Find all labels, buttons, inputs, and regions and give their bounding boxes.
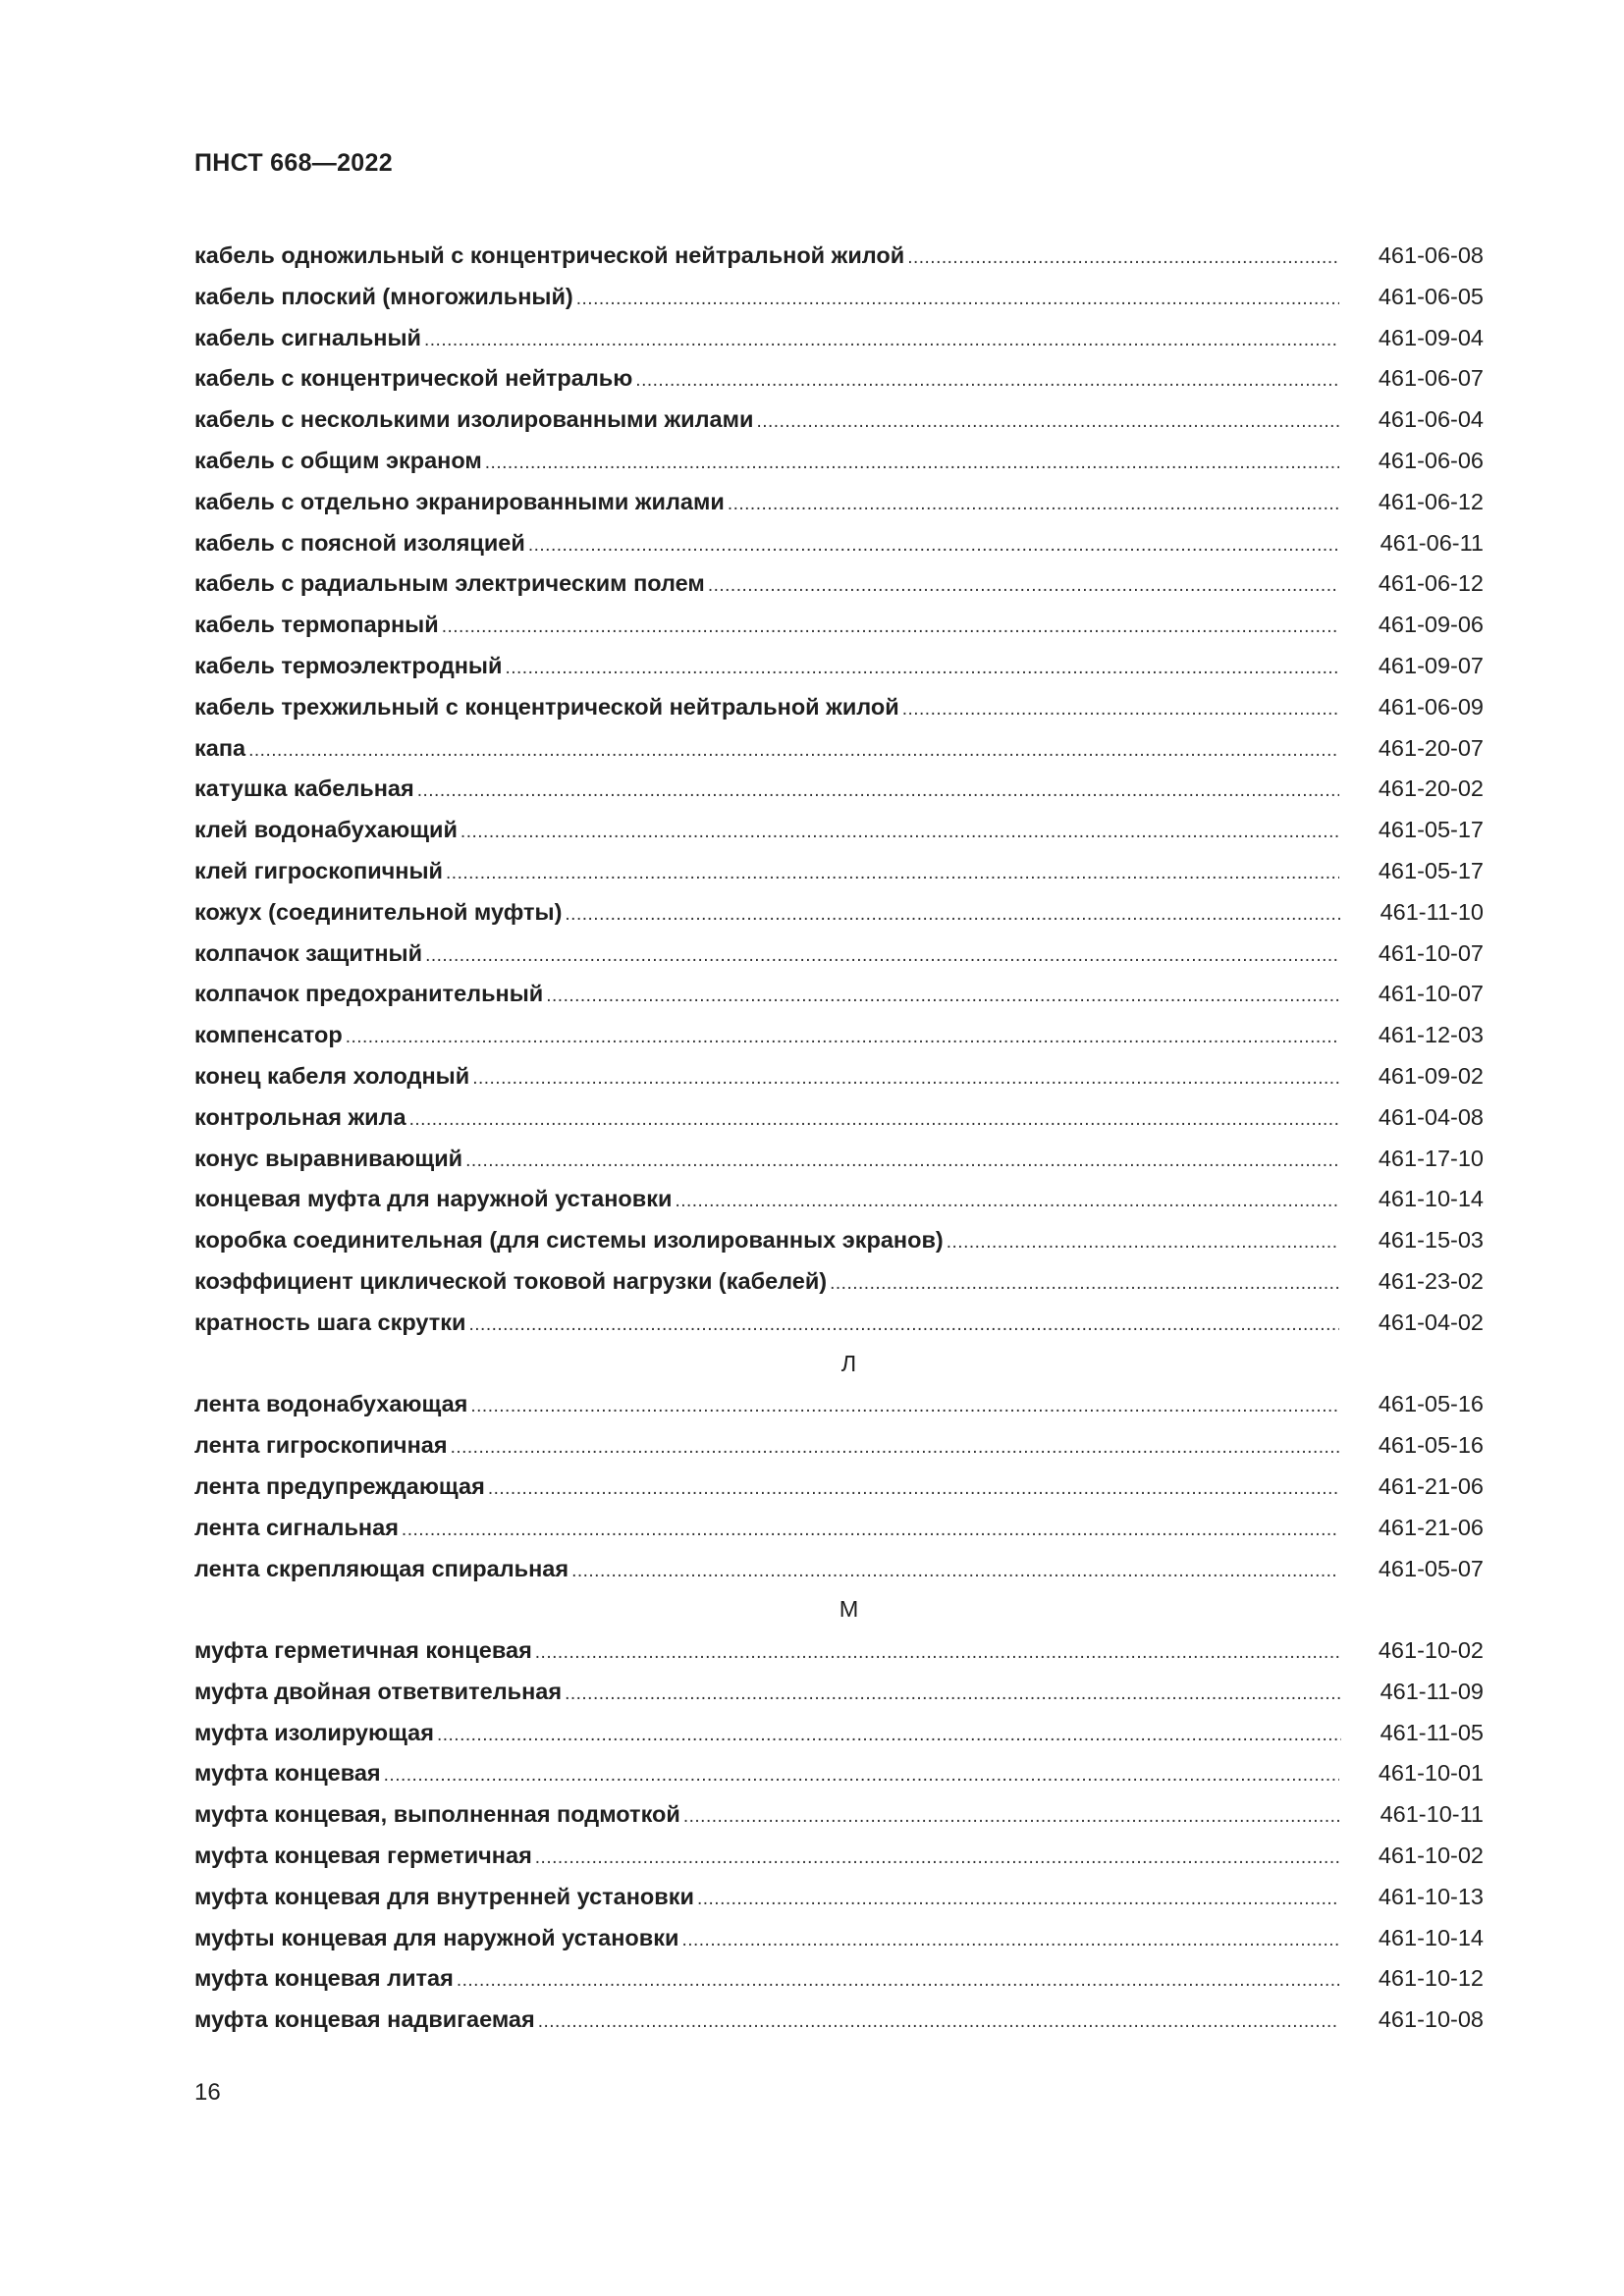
- term-code: 461-10-07: [1378, 939, 1484, 966]
- term-code: 461-12-03: [1378, 1022, 1484, 1048]
- term-code: 461-10-02: [1378, 1637, 1484, 1664]
- dot-leader: [675, 1181, 1338, 1222]
- index-term: кабель с концентрической нейтралью: [194, 365, 633, 392]
- term-code: 461-05-17: [1378, 817, 1484, 843]
- term-code: 461-06-09: [1378, 693, 1484, 720]
- dot-leader: [697, 1879, 1339, 1920]
- index-entry: [194, 1015, 1484, 1056]
- index-term: кабель одножильный с концентрической нейтральной жилой: [194, 242, 905, 268]
- index-entry: [194, 277, 1484, 318]
- index-term: конец кабеля холодный: [194, 1062, 470, 1089]
- index-entry: [194, 1467, 1484, 1508]
- dot-leader: [907, 238, 1339, 279]
- section-letter: Л: [840, 1350, 857, 1376]
- index-entry: [194, 1713, 1484, 1754]
- term-code: 461-15-03: [1378, 1227, 1484, 1254]
- index-entry: [194, 1672, 1484, 1713]
- index-entry: [194, 400, 1484, 441]
- dot-leader: [565, 894, 1340, 935]
- index-term: клей водонабухающий: [194, 817, 458, 843]
- alphabetical-term-index: [194, 236, 1484, 2041]
- index-entry: [194, 1958, 1484, 2000]
- index-entry: [194, 441, 1484, 482]
- dot-leader: [442, 607, 1339, 648]
- index-entry: [194, 1097, 1484, 1139]
- dot-leader: [830, 1263, 1339, 1305]
- dot-leader: [472, 1058, 1339, 1099]
- term-code: 461-20-02: [1378, 775, 1484, 802]
- dot-leader: [571, 1551, 1339, 1592]
- term-code: 461-11-09: [1380, 1678, 1484, 1704]
- index-term: кабель с радиальным электрическим полем: [194, 570, 705, 597]
- term-code: 461-09-04: [1378, 324, 1484, 350]
- term-code: 461-06-05: [1378, 283, 1484, 309]
- dot-leader: [947, 1222, 1339, 1263]
- dot-leader: [565, 1674, 1341, 1715]
- dot-leader: [468, 1305, 1338, 1346]
- index-entry: [194, 1056, 1484, 1097]
- term-code: 461-06-08: [1378, 242, 1484, 268]
- index-term: коэффициент циклической токовой нагрузки (кабелей): [194, 1267, 828, 1294]
- index-term: колпачок предохранительный: [194, 981, 544, 1007]
- index-entry: [194, 1220, 1484, 1261]
- dot-leader: [248, 730, 1339, 772]
- dot-leader: [402, 1510, 1339, 1551]
- term-code: 461-06-12: [1378, 570, 1484, 597]
- section-letter: М: [839, 1596, 859, 1623]
- index-term: кабель сигнальный: [194, 324, 421, 350]
- dot-leader: [425, 935, 1339, 977]
- term-code: 461-05-17: [1378, 857, 1484, 883]
- term-code: 461-04-08: [1378, 1103, 1484, 1130]
- index-entry: [194, 769, 1484, 810]
- index-entry: [194, 1794, 1484, 1836]
- index-term: конус выравнивающий: [194, 1145, 463, 1171]
- index-entry: [194, 523, 1484, 564]
- index-term: муфты концевая для наружной установки: [194, 1924, 679, 1950]
- index-term: муфта концевая надвигаемая: [194, 2006, 535, 2033]
- index-term: контрольная жила: [194, 1103, 406, 1130]
- index-term: лента скрепляющая спиральная: [194, 1555, 569, 1581]
- index-entry: [194, 934, 1484, 975]
- term-code: 461-09-02: [1378, 1062, 1484, 1089]
- document-designation: ПНСТ 668—2022: [194, 149, 393, 177]
- term-code: 461-23-02: [1378, 1267, 1484, 1294]
- index-term: катушка кабельная: [194, 775, 414, 802]
- term-code: 461-10-08: [1378, 2006, 1484, 2033]
- index-entry: [194, 1877, 1484, 1918]
- dot-leader: [437, 1715, 1341, 1756]
- term-code: 461-06-04: [1378, 406, 1484, 433]
- index-term: концевая муфта для наружной установки: [194, 1186, 673, 1212]
- index-term: коробка соединительная (для системы изолированных экранов): [194, 1227, 944, 1254]
- index-term: клей гигроскопичный: [194, 857, 444, 883]
- index-term: муфта концевая, выполненная подмоткой: [194, 1801, 680, 1828]
- dot-leader: [635, 360, 1339, 401]
- term-code: 461-06-12: [1378, 488, 1484, 514]
- index-entry: [194, 236, 1484, 277]
- term-code: 461-06-11: [1380, 529, 1484, 556]
- index-entry: [194, 851, 1484, 892]
- dot-leader: [576, 279, 1339, 320]
- term-code: 461-10-14: [1378, 1924, 1484, 1950]
- index-entry: [194, 482, 1484, 523]
- dot-leader: [460, 812, 1339, 853]
- index-entry: [194, 2000, 1484, 2041]
- term-code: 461-21-06: [1378, 1472, 1484, 1499]
- dot-leader: [384, 1755, 1339, 1796]
- index-entry: [194, 1179, 1484, 1220]
- term-code: 461-10-14: [1378, 1186, 1484, 1212]
- index-entry: [194, 1384, 1484, 1425]
- dot-leader: [546, 976, 1339, 1017]
- index-term: кабель термоэлектродный: [194, 652, 503, 678]
- index-term: муфта двойная ответвительная: [194, 1678, 563, 1704]
- dot-leader: [535, 1838, 1339, 1879]
- dot-leader: [535, 1632, 1339, 1674]
- index-entry: [194, 892, 1484, 934]
- dot-leader: [728, 484, 1339, 525]
- index-term: лента сигнальная: [194, 1514, 399, 1540]
- dot-leader: [538, 2002, 1339, 2043]
- index-term: кабель термопарный: [194, 612, 439, 638]
- index-term: лента предупреждающая: [194, 1472, 485, 1499]
- index-entry: [194, 974, 1484, 1015]
- term-code: 461-06-07: [1378, 365, 1484, 392]
- dot-leader: [457, 1960, 1339, 2002]
- index-term: кожух (соединительной муфты): [194, 898, 563, 925]
- dot-leader: [446, 853, 1339, 894]
- index-entry: [194, 687, 1484, 728]
- index-term: кратность шага скрутки: [194, 1308, 466, 1335]
- term-code: 461-11-05: [1380, 1719, 1484, 1745]
- term-code: 461-17-10: [1378, 1145, 1484, 1171]
- term-code: 461-10-02: [1378, 1842, 1484, 1869]
- index-term: кабель плоский (многожильный): [194, 283, 573, 309]
- index-term: кабель с поясной изоляцией: [194, 529, 525, 556]
- index-term: кабель трехжильный с концентрической нейтральной жилой: [194, 693, 899, 720]
- dot-leader: [681, 1920, 1338, 1961]
- index-entry: [194, 1425, 1484, 1467]
- index-term: кабель с несколькими изолированными жилами: [194, 406, 754, 433]
- index-term: кабель с общим экраном: [194, 447, 482, 473]
- term-code: 461-05-07: [1378, 1555, 1484, 1581]
- term-code: 461-09-06: [1378, 612, 1484, 638]
- term-code: 461-10-07: [1378, 981, 1484, 1007]
- term-code: 461-09-07: [1378, 652, 1484, 678]
- dot-leader: [683, 1796, 1341, 1838]
- index-term: муфта концевая для внутренней установки: [194, 1883, 694, 1909]
- index-entry: [194, 728, 1484, 770]
- dot-leader: [488, 1468, 1339, 1510]
- index-entry: [194, 318, 1484, 359]
- dot-leader: [424, 320, 1339, 361]
- dot-leader: [465, 1141, 1339, 1182]
- index-entry: [194, 810, 1484, 851]
- dot-leader: [756, 401, 1338, 443]
- term-code: 461-10-01: [1378, 1760, 1484, 1787]
- term-code: 461-05-16: [1378, 1432, 1484, 1459]
- index-term: лента водонабухающая: [194, 1391, 468, 1417]
- dot-leader: [409, 1099, 1339, 1141]
- index-entry: [194, 1139, 1484, 1180]
- term-code: 461-11-10: [1380, 898, 1484, 925]
- index-entry: [194, 358, 1484, 400]
- index-term: муфта концевая литая: [194, 1965, 454, 1992]
- index-entry: [194, 1918, 1484, 1959]
- index-term: компенсатор: [194, 1022, 343, 1048]
- dot-leader: [902, 689, 1339, 730]
- term-code: 461-10-13: [1378, 1883, 1484, 1909]
- index-entry: [194, 646, 1484, 687]
- index-term: муфта изолирующая: [194, 1719, 434, 1745]
- index-term: муфта концевая: [194, 1760, 381, 1787]
- index-entry: [194, 1753, 1484, 1794]
- term-code: 461-06-06: [1378, 447, 1484, 473]
- dot-leader: [417, 771, 1339, 812]
- dot-leader: [708, 565, 1339, 607]
- index-entry: [194, 1261, 1484, 1303]
- page-number: 16: [194, 2079, 221, 2106]
- dot-leader: [528, 525, 1341, 566]
- index-entry: [194, 605, 1484, 646]
- index-term: капа: [194, 734, 246, 761]
- term-code: 461-20-07: [1378, 734, 1484, 761]
- index-entry: [194, 1303, 1484, 1344]
- index-entry: [194, 1836, 1484, 1877]
- index-entry: [194, 1630, 1484, 1672]
- dot-leader: [505, 648, 1338, 689]
- index-entry: [194, 1508, 1484, 1549]
- dot-leader: [485, 443, 1339, 484]
- index-entry: [194, 563, 1484, 605]
- index-term: муфта концевая герметичная: [194, 1842, 532, 1869]
- index-term: муфта герметичная концевая: [194, 1637, 532, 1664]
- index-entry: [194, 1549, 1484, 1590]
- term-code: 461-04-02: [1378, 1308, 1484, 1335]
- dot-leader: [346, 1017, 1339, 1058]
- term-code: 461-21-06: [1378, 1514, 1484, 1540]
- dot-leader: [470, 1386, 1338, 1427]
- index-term: кабель с отдельно экранированными жилами: [194, 488, 725, 514]
- term-code: 461-10-12: [1378, 1965, 1484, 1992]
- term-code: 461-10-11: [1380, 1801, 1484, 1828]
- index-term: колпачок защитный: [194, 939, 423, 966]
- index-term: лента гигроскопичная: [194, 1432, 448, 1459]
- dot-leader: [451, 1427, 1339, 1468]
- term-code: 461-05-16: [1378, 1391, 1484, 1417]
